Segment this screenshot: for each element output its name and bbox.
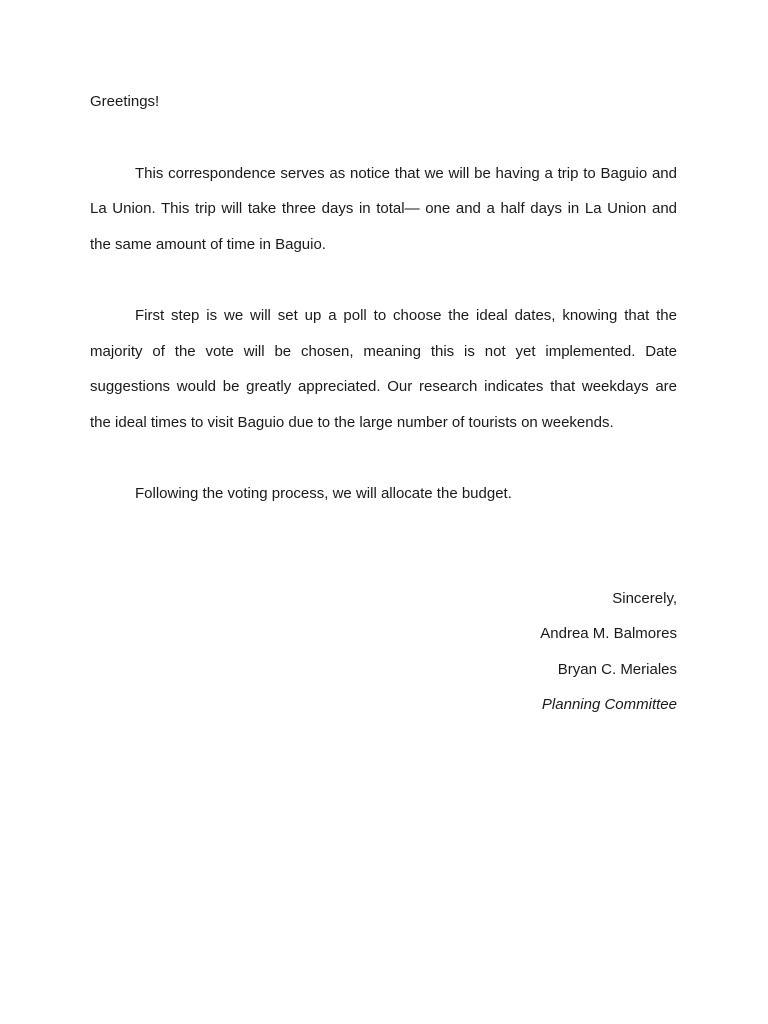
- signatory-name: Bryan C. Meriales: [557, 661, 677, 678]
- paragraph-line: First step is we will set up a poll to choose the ideal dates, knowing that the: [135, 307, 677, 324]
- paragraph-line: suggestions would be greatly appreciated. Our research indicates that weekdays are: [90, 378, 677, 395]
- paragraph-line: majority of the vote will be chosen, meaning this is not yet implemented. Date: [90, 343, 677, 360]
- greeting: Greetings!: [90, 93, 160, 110]
- paragraph-line: La Union. This trip will take three days in total— one and a half days in La Union and: [90, 200, 677, 217]
- paragraph-line: the ideal times to visit Baguio due to the large number of tourists on weekends.: [90, 414, 614, 431]
- committee-name: Planning Committee: [541, 696, 677, 713]
- valediction: Sincerely,: [612, 590, 677, 607]
- paragraph-line: Following the voting process, we will allocate the budget.: [135, 485, 512, 502]
- paragraph-line: This correspondence serves as notice that we will be having a trip to Baguio and: [135, 165, 677, 182]
- signatory-name: Andrea M. Balmores: [540, 625, 677, 642]
- paragraph-line: the same amount of time in Baguio.: [90, 236, 326, 253]
